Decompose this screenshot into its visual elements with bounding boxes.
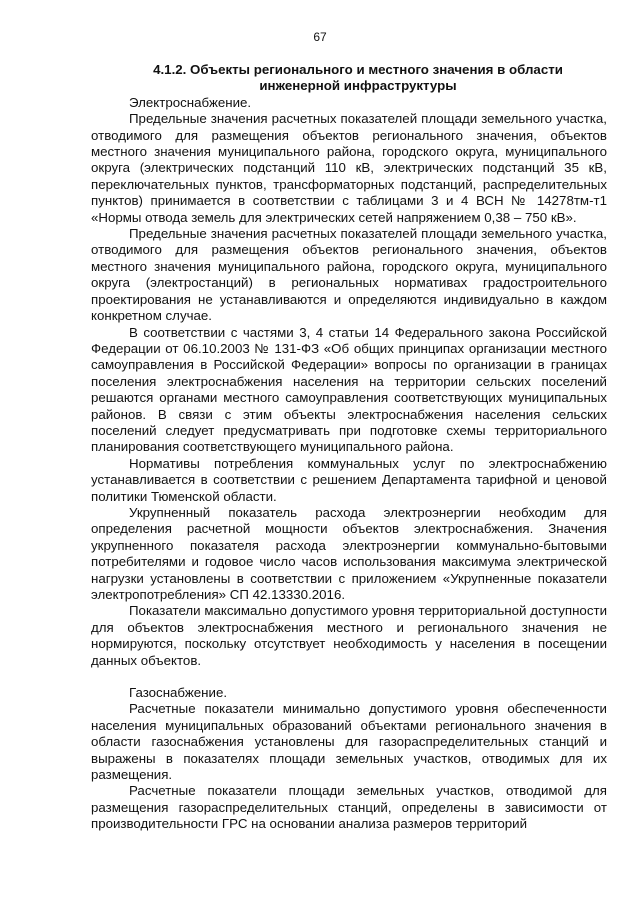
- section-heading-line-2: инженерной инфраструктуры: [259, 78, 457, 94]
- page-content: [91, 62, 607, 833]
- electricity-subheading: Электроснабжение.: [129, 94, 252, 110]
- page-number: 67: [313, 30, 327, 44]
- section-heading-line-1: 4.1.2. Объекты регионального и местного значения в области: [153, 62, 563, 77]
- gas-subheading: Газоснабжение.: [129, 685, 228, 701]
- gas-paragraph: Расчетные показатели минимально допустимого уровня обеспеченности населения муниципальных образований объектами регионального значения в области газоснабжения установлены для газораспределительных станций и выражены в показателях площади земельных участков, отводимых для их размещения.: [91, 701, 607, 783]
- electricity-paragraph: Предельные значения расчетных показателей площади земельного участка, отводимого для размещения объектов регионального значения, объектов местного значения муниципального района, городского округа, муниципального округа (электростанций) в региональных нормативах градостроительного проектирования не устанавливаются и определяются индивидуально в каждом конкретном случае.: [91, 226, 607, 324]
- electricity-paragraph: Укрупненный показатель расхода электроэнергии необходим для определения расчетной мощности объектов электроснабжения. Значения укрупненного показателя расхода электроэнергии коммунально-бытовыми потребителями и годовое число часов использования максимума электрической нагрузки установлены в соответствии с приложением «Укрупненные показатели электропотребления» СП 42.13330.2016.: [91, 504, 607, 602]
- electricity-paragraph: Показатели максимально допустимого уровня территориальной доступности для объектов электроснабжения местного и регионального значения не нормируются, поскольку отсутствует необходимость у населения в посещении данных объектов.: [91, 603, 607, 668]
- electricity-paragraph: Предельные значения расчетных показателей площади земельного участка, отводимого для размещения объектов регионального значения, объектов местного значения муниципального района, городского округа, муниципального округа (электрических подстанций 110 кВ, электрических подстанций 35 кВ, переключательных пунктов, трансформаторных подстанций, распределительных пунктов) принимается в соответствии с таблицами 3 и 4 ВСН № 14278тм-т1 «Нормы отвода земель для электрических сетей напряжением 0,38 – 750 кВ».: [91, 111, 607, 225]
- gas-paragraph: Расчетные показатели площади земельных участков, отводимой для размещения газораспределительных станций, определены в зависимости от производительности ГРС на основании анализа размеров территорий: [91, 783, 607, 832]
- electricity-paragraph: В соответствии с частями 3, 4 статьи 14 Федерального закона Российской Федерации от 06.10.2003 № 131-ФЗ «Об общих принципах организации местного самоуправления в Российской Федерации» вопросы по организации в границах поселения электроснабжения населения на территории сельских поселений решаются органами местного самоуправления соответствующих муниципальных районов. В связи с этим объекты электроснабжения населения сельских поселений следует предусматривать при подготовке схемы территориального планирования соответствующего муниципального района.: [91, 324, 607, 455]
- electricity-paragraph: Нормативы потребления коммунальных услуг по электроснабжению устанавливается в соответствии с решением Департамента тарифной и ценовой политики Тюменской области.: [91, 455, 607, 504]
- section-heading: [91, 62, 607, 95]
- section-spacer: [91, 669, 607, 685]
